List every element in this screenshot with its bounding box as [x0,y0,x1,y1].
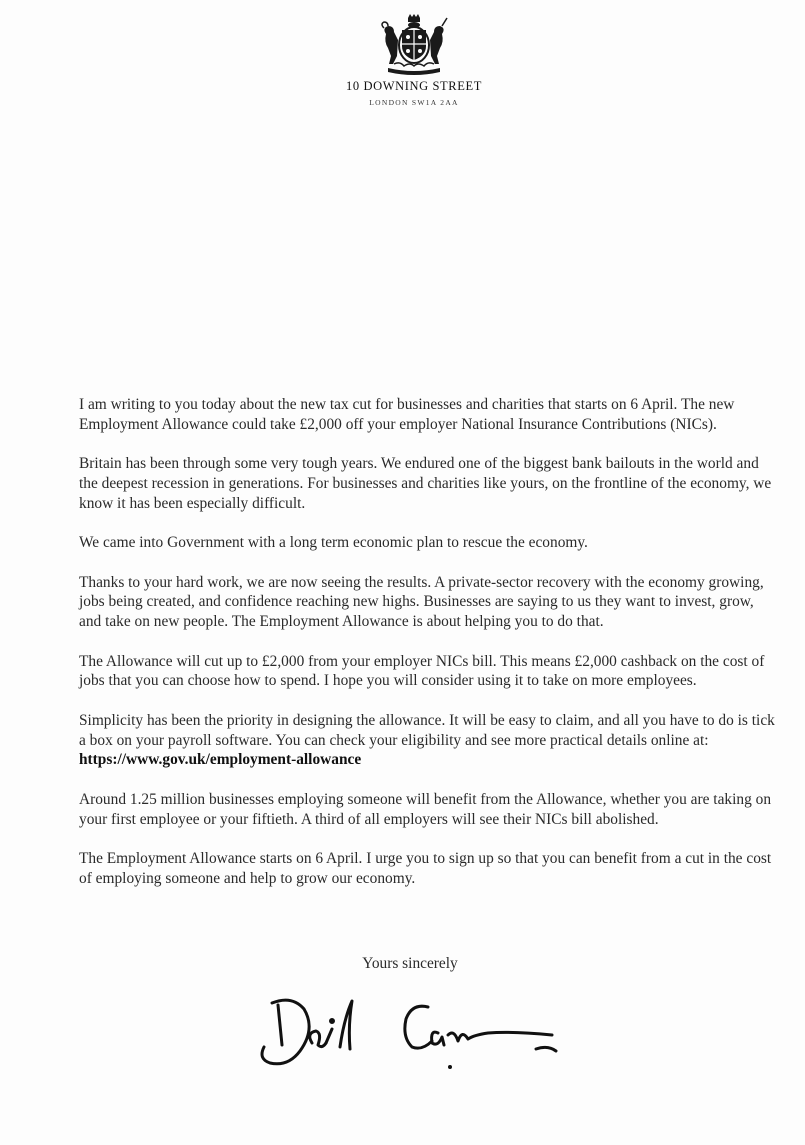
simplicity-text: Simplicity has been the priority in designing the allowance. It will be easy to claim, and all you have to do is tick a box on your payroll software. You can check your eligibility and see more practical details online at: [79,711,775,749]
paragraph-economic-plan: We came into Government with a long term economic plan to rescue the economy. [79,534,588,552]
paragraph-businesses-benefit: Around 1.25 million businesses employing someone will benefit from the Allowance, whether you are taking on your first employee or your fiftieth. A third of all employers will see their NICs bill abolished. [79,790,772,828]
paragraph-allowance-cut: The Allowance will cut up to £2,000 from your employer NICs bill. This means £2,000 cashback on the cost of jobs that you can choose how to spend. I hope you will consider using it to take on more employees. [79,652,765,690]
royal-coat-of-arms-icon [380,14,448,78]
paragraph-simplicity [79,711,779,770]
letterhead-postcode: LONDON SW1A 2AA [369,98,459,107]
signature [252,985,572,1085]
letter-body [79,395,779,908]
employment-allowance-link[interactable]: https://www.gov.uk/employment-allowance [79,751,362,769]
paragraph-results: Thanks to your hard work, we are now seeing the results. A private-sector recovery with the economy growing, jobs being created, and confidence reaching new highs. Businesses are saying to us they want to invest, grow, and take on new people. The Employment Allowance is about helping you to do that. [79,573,764,631]
paragraph-tough-years: Britain has been through some very tough years. We endured one of the biggest bank bailouts in the world and the deepest recession in generations. For businesses and charities like yours, on the frontline of the economy, we know it has been especially difficult. [79,455,772,512]
letterhead-street: 10 DOWNING STREET [346,79,482,93]
paragraph-tax-cut: I am writing to you today about the new tax cut for businesses and charities that starts on 6 April. The new Employment Allowance could take £2,000 off your employer National Insurance Contributions (NICs). [79,396,735,433]
closing-salutation: Yours sincerely [362,955,458,972]
paragraph-starts-april: The Employment Allowance starts on 6 April. I urge you to sign up so that you can benefit from a cut in the cost of employing someone and help to grow our economy. [79,849,772,887]
